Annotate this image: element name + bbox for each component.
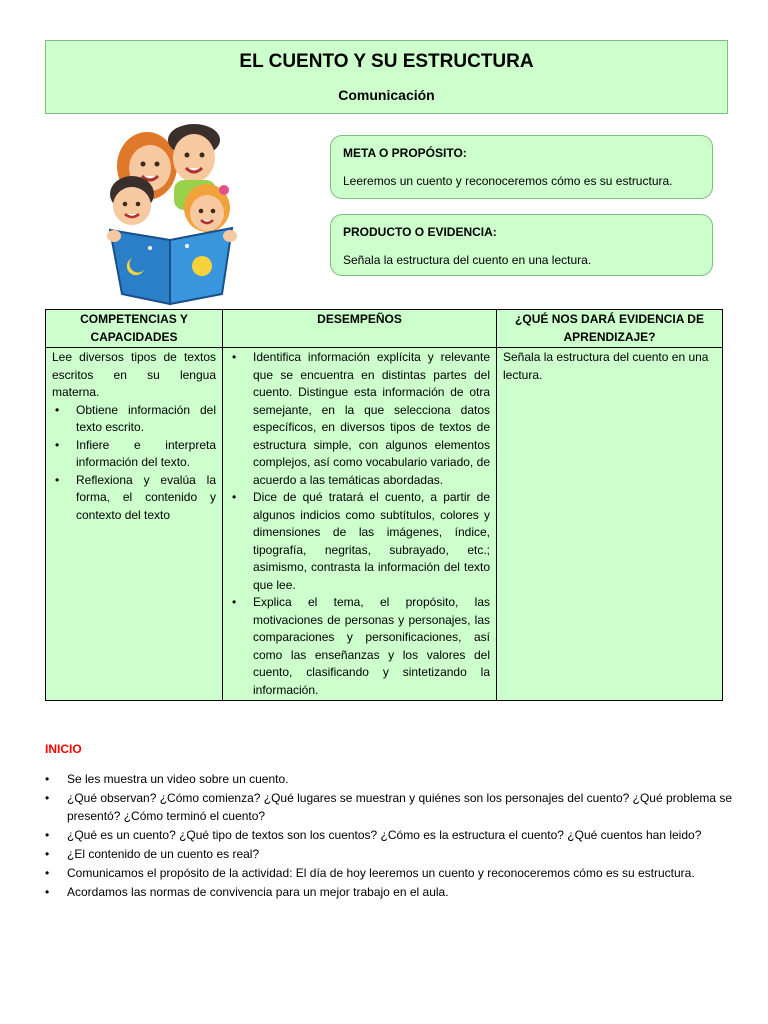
family-reading-illustration [102, 118, 242, 308]
competencias-table [45, 309, 723, 701]
list-item: • Obtiene información del texto escrito. [52, 402, 216, 437]
capacidades-list [52, 402, 216, 525]
header-desempenos: DESEMPEÑOS [223, 310, 497, 348]
list-item: • ¿El contenido de un cuento es real? [45, 845, 735, 863]
desempenos-list [229, 349, 490, 699]
list-item: • Acordamos las normas de convivencia para un mejor trabajo en el aula. [45, 883, 735, 901]
header-evidencia: ¿QUÉ NOS DARÁ EVIDENCIA DE APRENDIZAJE? [497, 310, 723, 348]
producto-evidencia-box [330, 214, 713, 276]
producto-heading: PRODUCTO O EVIDENCIA: [343, 225, 497, 239]
list-item: • Se les muestra un video sobre un cuento. [45, 770, 735, 788]
list-item: • Comunicamos el propósito de la actividad: El día de hoy leeremos un cuento y reconoceremos cómo es su estructura. [45, 864, 735, 882]
desempenos-cell [223, 348, 497, 701]
producto-text: Señala la estructura del cuento en una lectura. [343, 253, 592, 267]
list-item: • Dice de qué tratará el cuento, a partir de algunos indicios como subtítulos, colores y dimensiones de las imágenes, índice, tipografía, negritas, subrayado, etc.; asimismo, contrasta la información del texto que lee. [229, 489, 490, 594]
list-item: • Explica el tema, el propósito, las motivaciones de personas y personajes, las comparaciones y personificaciones, así como las enseñanzas y los valores del cuento, clasificando y sintetizando la información. [229, 594, 490, 699]
document-title: EL CUENTO Y SU ESTRUCTURA [239, 51, 534, 72]
meta-text: Leeremos un cuento y reconoceremos cómo es su estructura. [343, 174, 673, 188]
list-item: • Identifica información explícita y relevante que se encuentra en distintas partes del cuento. Distingue esta información de otra semejante, en la que selecciona datos específicos, en diversos tipos de textos de estructura simple, con algunos elementos complejos, así como vocabulario variado, de acuerdo a las temáticas abordadas. [229, 349, 490, 489]
document-subtitle: Comunicación [338, 87, 435, 103]
meta-proposito-box [330, 135, 713, 199]
inicio-list [45, 770, 735, 902]
meta-heading: META O PROPÓSITO: [343, 146, 467, 160]
header-competencias: COMPETENCIAS Y CAPACIDADES [46, 310, 223, 348]
list-item: • ¿Qué observan? ¿Cómo comienza? ¿Qué lugares se muestran y quiénes son los personajes del cuento? ¿Qué problema se presentó? ¿Cómo terminó el cuento? [45, 789, 735, 825]
table-row [46, 348, 723, 701]
competencias-cell [46, 348, 223, 701]
title-banner [45, 40, 728, 114]
list-item: • Infiere e interpreta información del texto. [52, 437, 216, 472]
evidencia-text: Señala la estructura del cuento en una lectura. [503, 350, 709, 382]
competencia-text: Lee diversos tipos de textos escritos en su lengua materna. [52, 350, 216, 399]
evidencia-cell [497, 348, 723, 701]
list-item: • Reflexiona y evalúa la forma, el contenido y contexto del texto [52, 472, 216, 525]
list-item: • ¿Qué es un cuento? ¿Qué tipo de textos son los cuentos? ¿Cómo es la estructura el cuento? ¿Qué cuentos han leido? [45, 826, 735, 844]
inicio-heading: INICIO [45, 742, 82, 756]
table-header-row [46, 310, 723, 348]
